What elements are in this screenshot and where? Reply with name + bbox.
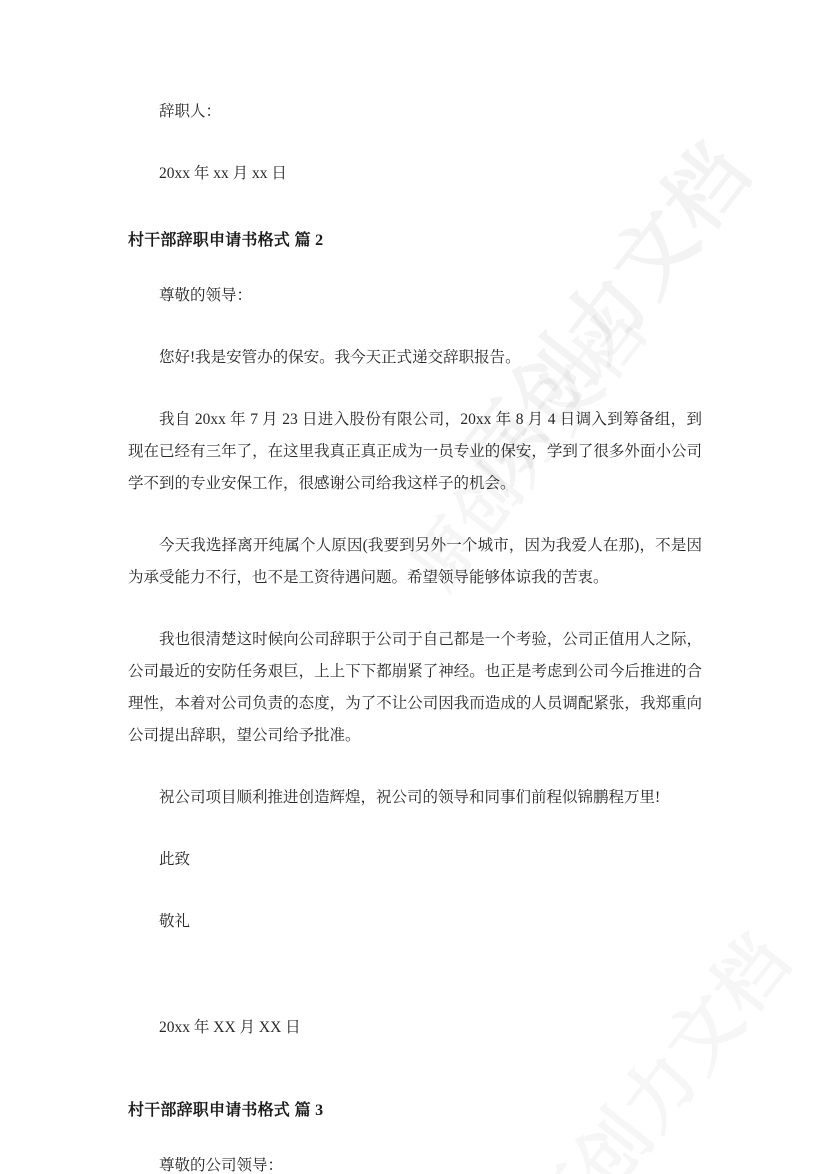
spacer <box>128 256 702 280</box>
section-heading-3 <box>128 1096 702 1126</box>
closing-line-cizhi: 此致 <box>159 851 191 868</box>
spacer <box>128 814 702 844</box>
spacer <box>128 876 702 906</box>
spacer <box>128 500 702 530</box>
top-spacer <box>128 0 702 96</box>
spacer <box>128 594 702 624</box>
closing-date-line-2: 20xx 年 XX 月 XX 日 <box>159 1019 301 1036</box>
body-paragraph-1: 我自 20xx 年 7 月 23 日进入股份有限公司，20xx 年 8 月 4 日调入到筹备组，到现在已经有三年了，在这里我真正真正成为一员专业的保安，学到了很多外面小公司学不到的专业安保工作，很感谢公司给我这样子的机会。 <box>128 411 702 492</box>
spacer <box>128 374 702 404</box>
spacer <box>128 312 702 342</box>
salutation-3: 尊敬的公司领导： <box>159 1157 284 1174</box>
section-heading-3-title: 村干部辞职申请书格式 <box>128 1102 291 1119</box>
section-heading-2-number: 篇 2 <box>294 232 324 249</box>
spacer <box>128 1126 702 1150</box>
spacer <box>128 938 702 1012</box>
spacer <box>128 752 702 782</box>
greeting-paragraph: 您好!我是安管办的保安。我今天正式递交辞职报告。 <box>159 349 521 366</box>
spacer <box>128 1044 702 1096</box>
spacer <box>128 128 702 158</box>
section-heading-2-title: 村干部辞职申请书格式 <box>128 232 291 249</box>
spacer <box>128 190 702 226</box>
signer-label: 辞职人： <box>159 103 222 120</box>
body-paragraph-3: 我也很清楚这时候向公司辞职于公司于自己都是一个考验，公司正值用人之际，公司最近的安防任务艰巨，上上下下都崩紧了神经。也正是考虑到公司今后推进的合理性，本着对公司负责的态度，为了不让公司因我而造成的人员调配紧张，我郑重向公司提出辞职，望公司给予批准。 <box>128 631 702 744</box>
body-paragraph-4: 祝公司项目顺利推进创造辉煌，祝公司的领导和同事们前程似锦鹏程万里! <box>159 789 661 806</box>
section-heading-2 <box>128 226 702 256</box>
section-heading-3-number: 篇 3 <box>294 1102 324 1119</box>
closing-line-jingli: 敬礼 <box>159 913 191 930</box>
body-paragraph-2: 今天我选择离开纯属个人原因(我要到另外一个城市，因为我爱人在那)，不是因为承受能力不行，也不是工资待遇问题。希望领导能够体谅我的苦衷。 <box>128 537 702 586</box>
salutation-2: 尊敬的领导： <box>159 287 253 304</box>
closing-date-line-1: 20xx 年 xx 月 xx 日 <box>159 165 287 182</box>
